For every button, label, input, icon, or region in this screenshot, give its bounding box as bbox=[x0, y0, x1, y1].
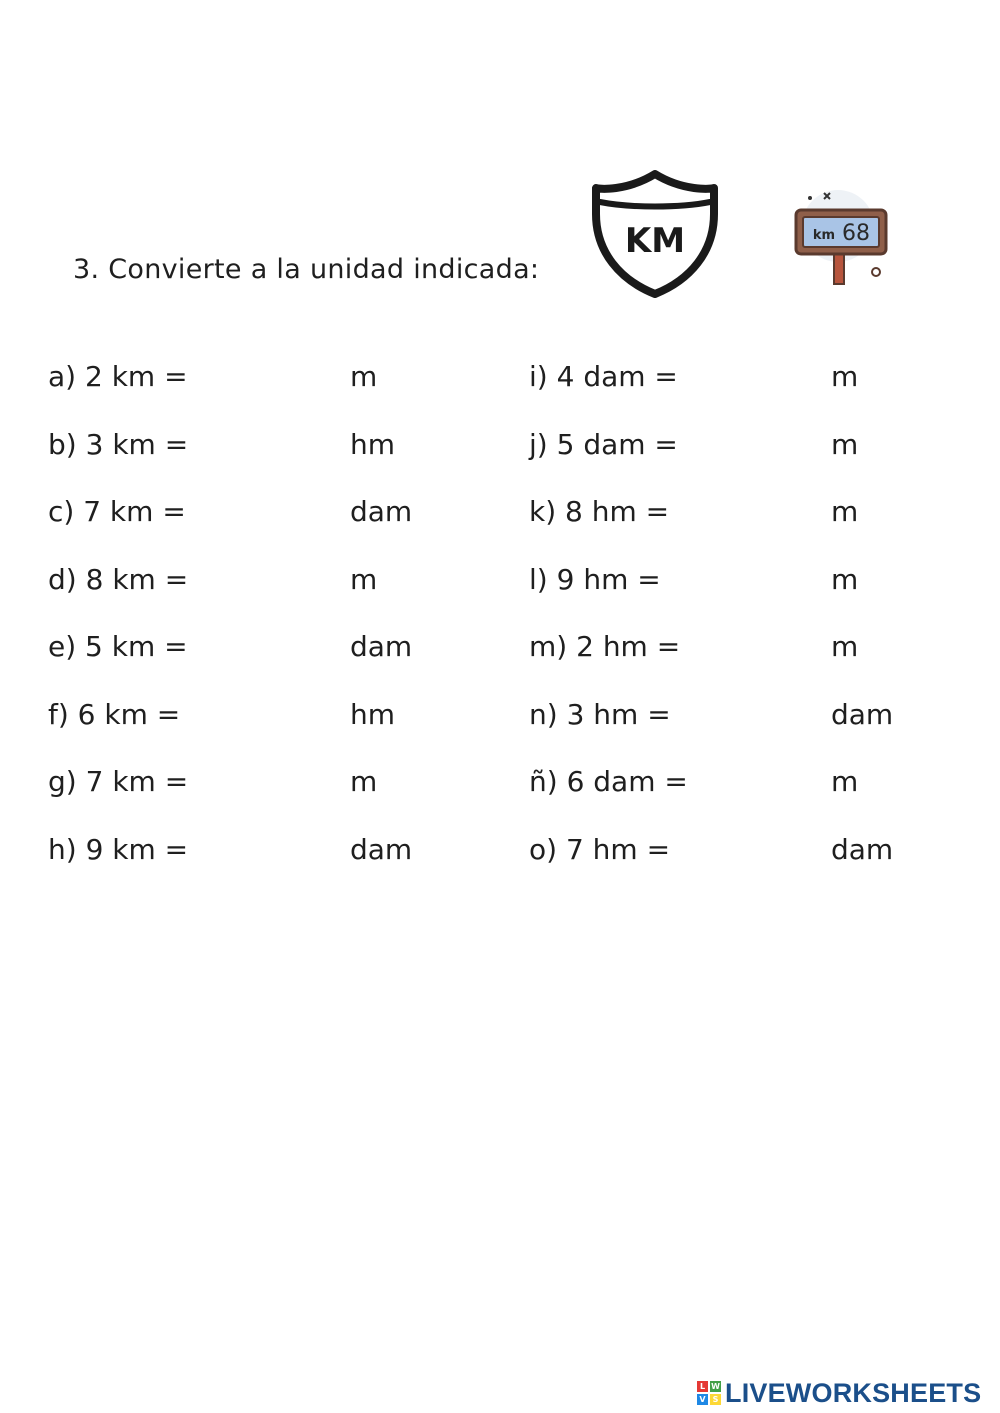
exercise-question: f) 6 km = bbox=[48, 697, 181, 731]
sign-number-label: 68 bbox=[842, 221, 870, 246]
exercise-row bbox=[529, 693, 969, 761]
exercise-question: ñ) 6 dam = bbox=[529, 765, 688, 798]
exercise-row bbox=[529, 625, 969, 693]
exercise-target-unit: m bbox=[831, 765, 859, 798]
instruction-heading: 3. Convierte a la unidad indicada: bbox=[73, 254, 540, 285]
shield-km-label: KM bbox=[624, 221, 686, 261]
exercise-row bbox=[48, 423, 488, 491]
exercise-row bbox=[529, 355, 969, 423]
km-sign-icon bbox=[790, 184, 894, 288]
exercise-target-unit: hm bbox=[350, 427, 396, 461]
exercise-question: h) 9 km = bbox=[48, 832, 189, 866]
exercise-row bbox=[48, 693, 488, 761]
exercise-question: m) 2 hm = bbox=[529, 630, 681, 663]
exercise-question: d) 8 km = bbox=[48, 562, 189, 596]
km-shield-icon bbox=[590, 168, 720, 300]
exercise-row bbox=[48, 760, 488, 828]
exercise-row bbox=[48, 355, 488, 423]
sign-dot bbox=[808, 196, 812, 200]
logo-tile: L bbox=[697, 1381, 708, 1392]
logo-tile: V bbox=[697, 1394, 708, 1405]
exercise-target-unit: m bbox=[831, 630, 859, 663]
exercise-question: o) 7 hm = bbox=[529, 832, 671, 866]
exercise-target-unit: m bbox=[831, 360, 859, 393]
exercise-question: j) 5 dam = bbox=[529, 427, 678, 461]
exercise-target-unit: m bbox=[350, 360, 378, 393]
exercise-target-unit: dam bbox=[350, 832, 413, 866]
exercise-question: g) 7 km = bbox=[48, 765, 189, 798]
sign-bolt bbox=[872, 268, 880, 276]
exercise-question: b) 3 km = bbox=[48, 427, 189, 461]
exercise-target-unit: hm bbox=[350, 697, 396, 731]
exercise-question: a) 2 km = bbox=[48, 360, 188, 393]
brand-name: LIVEWORKSHEETS bbox=[725, 1377, 982, 1408]
exercise-question: n) 3 hm = bbox=[529, 697, 671, 731]
exercise-target-unit: m bbox=[831, 562, 859, 596]
exercise-list-left bbox=[48, 355, 488, 895]
exercise-list-right bbox=[529, 355, 969, 895]
exercise-row bbox=[529, 490, 969, 558]
exercise-target-unit: m bbox=[831, 495, 859, 528]
exercise-question: l) 9 hm = bbox=[529, 562, 661, 596]
exercise-target-unit: dam bbox=[350, 630, 413, 663]
exercise-row bbox=[529, 828, 969, 896]
exercise-target-unit: m bbox=[350, 765, 378, 798]
exercise-target-unit: dam bbox=[831, 697, 894, 731]
liveworksheets-brand[interactable] bbox=[697, 1378, 981, 1408]
exercise-question: i) 4 dam = bbox=[529, 360, 678, 393]
logo-tile: W bbox=[711, 1382, 720, 1391]
exercise-row bbox=[48, 625, 488, 693]
exercise-row bbox=[48, 490, 488, 558]
exercise-target-unit: m bbox=[831, 427, 859, 461]
exercise-row bbox=[529, 423, 969, 491]
exercise-row bbox=[529, 760, 969, 828]
exercise-row bbox=[48, 558, 488, 626]
exercise-question: k) 8 hm = bbox=[529, 495, 670, 528]
sign-unit-label: km bbox=[812, 228, 836, 243]
exercise-target-unit: dam bbox=[350, 495, 413, 528]
liveworksheets-logo-icon bbox=[697, 1381, 721, 1405]
exercise-question: c) 7 km = bbox=[48, 495, 186, 528]
exercise-row bbox=[529, 558, 969, 626]
exercise-target-unit: dam bbox=[831, 832, 894, 866]
exercise-row bbox=[48, 828, 488, 896]
logo-tile: S bbox=[710, 1394, 721, 1405]
exercise-target-unit: m bbox=[350, 562, 378, 596]
exercise-question: e) 5 km = bbox=[48, 630, 188, 663]
shield-band bbox=[600, 202, 710, 207]
